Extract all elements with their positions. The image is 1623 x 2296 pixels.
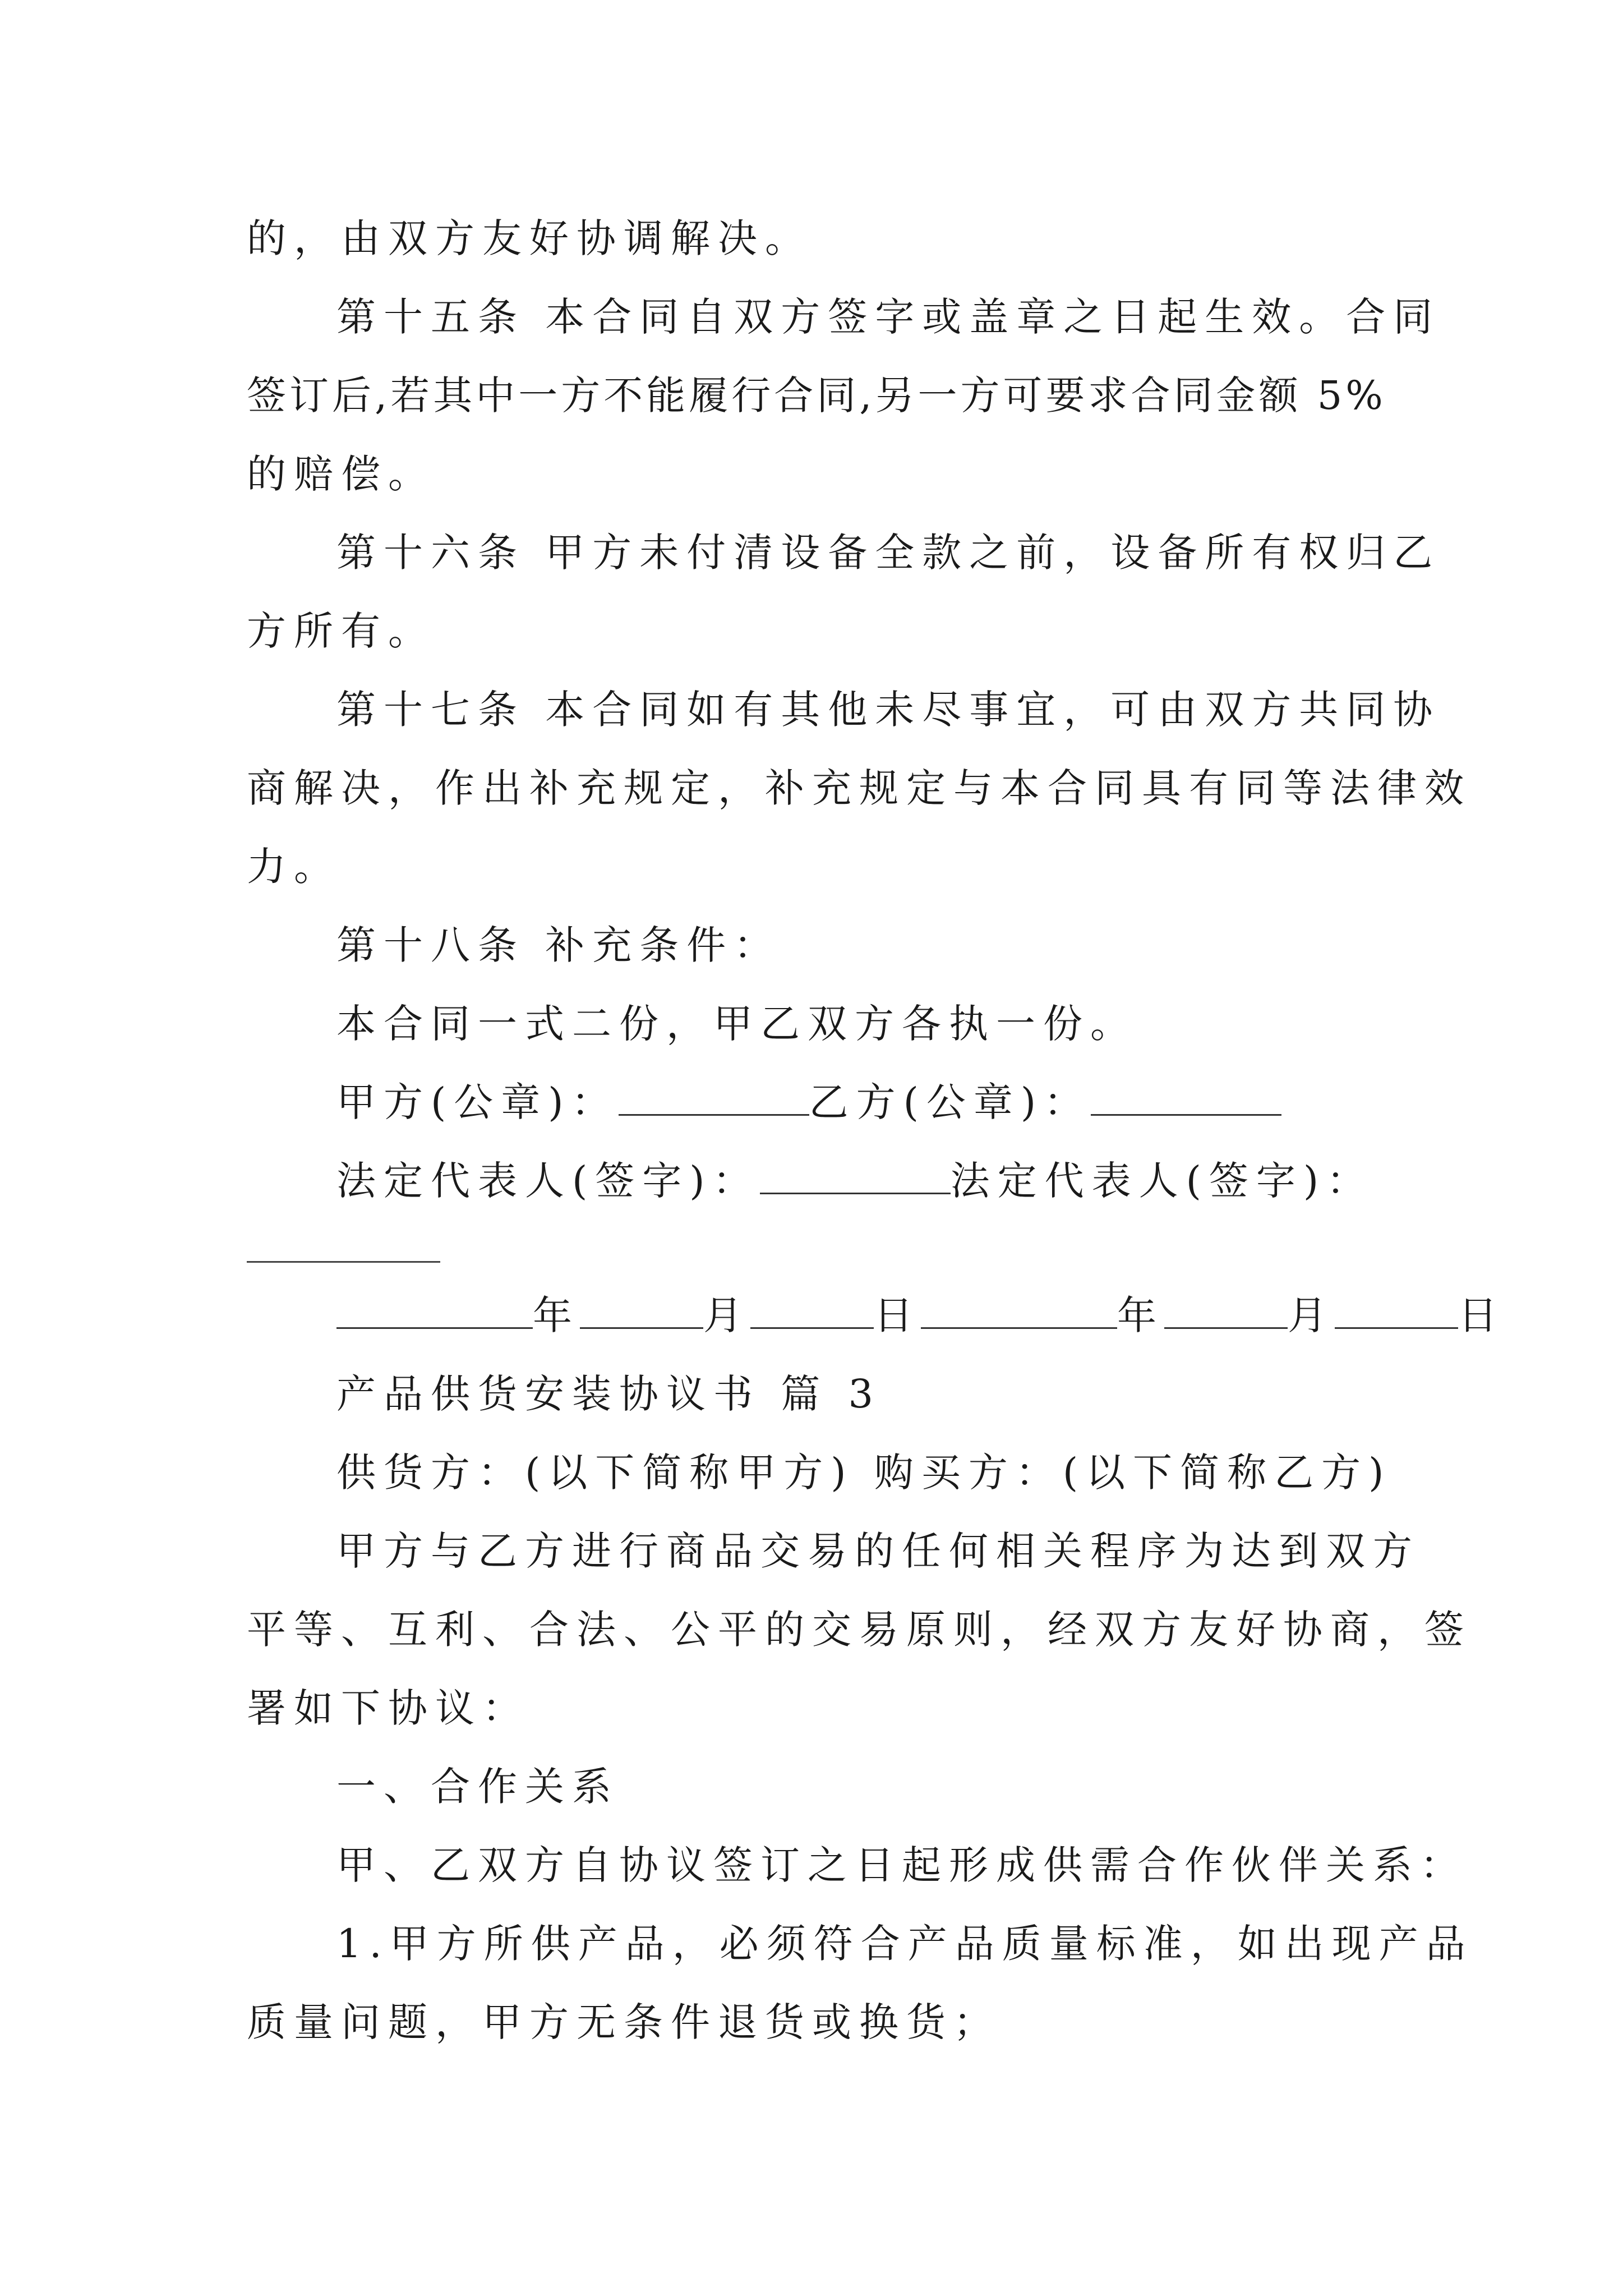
item-1-line-2: 质量问题，甲方无条件退货或换货； <box>247 1999 1000 2045</box>
rep-a-blank <box>760 1158 951 1194</box>
rep-b-label: 法定代表人(签字)： <box>950 1158 1374 1204</box>
article-15-line-1: 第十五条 本合同自双方签字或盖章之日起生效。合同 <box>336 294 1441 340</box>
day-a-blank <box>750 1292 874 1329</box>
article-17-line-1: 第十七条 本合同如有其他未尽事宜，可由双方共同协 <box>336 687 1441 733</box>
year-b-blank <box>921 1292 1117 1329</box>
item-1-line-1: 1.甲方所供产品，必须符合产品质量标准，如出现产品 <box>336 1921 1473 1967</box>
month-a-blank <box>580 1292 703 1329</box>
rep-a-label: 法定代表人(签字)： <box>336 1158 760 1204</box>
article-18-line: 第十八条 补充条件： <box>336 922 781 968</box>
article-15-line-3: 的赔偿。 <box>247 451 435 497</box>
party-b-seal-label: 乙方(公章)： <box>809 1079 1091 1125</box>
parties-line: 供货方：(以下简称甲方) 购买方：(以下简称乙方) <box>336 1450 1392 1496</box>
section-3-title: 产品供货安装协议书 篇 3 <box>336 1371 882 1417</box>
article-16-line-1: 第十六条 甲方未付清设备全款之前，设备所有权归乙 <box>336 530 1441 576</box>
representative-line <box>336 1156 1385 1206</box>
day-b-label: 日 <box>1458 1292 1505 1338</box>
article-15-line-2: 签订后,若其中一方不能履行合同,另一方可要求合同金额 5% <box>247 372 1386 418</box>
paragraph-line: 的，由双方友好协调解决。 <box>247 215 812 261</box>
article-16-line-2: 方所有。 <box>247 608 435 654</box>
article-17-line-3: 力。 <box>247 844 341 890</box>
year-a-blank <box>336 1292 533 1329</box>
party-b-seal-blank <box>1091 1079 1281 1116</box>
party-a-seal-label: 甲方(公章)： <box>336 1079 619 1125</box>
date-line <box>336 1290 1505 1341</box>
heading-cooperation: 一、合作关系 <box>336 1764 619 1810</box>
month-a-label: 月 <box>703 1292 750 1338</box>
intro-line-3: 署如下协议： <box>247 1685 529 1731</box>
seal-line <box>336 1077 1385 1128</box>
intro-line-2: 平等、互利、合法、公平的交易原则，经双方友好协商，签 <box>247 1607 1472 1653</box>
copies-line: 本合同一式二份，甲乙双方各执一份。 <box>336 1001 1137 1047</box>
month-b-blank <box>1164 1292 1288 1329</box>
month-b-label: 月 <box>1288 1292 1335 1338</box>
intro-line-1: 甲方与乙方进行商品交易的任何相关程序为达到双方 <box>336 1528 1420 1574</box>
year-a-label: 年 <box>533 1292 580 1338</box>
party-a-seal-blank <box>619 1079 809 1116</box>
rep-b-blank-wrapped <box>247 1261 440 1263</box>
day-b-blank <box>1335 1292 1458 1329</box>
article-17-line-2: 商解决，作出补充规定，补充规定与本合同具有同等法律效 <box>247 765 1472 811</box>
day-a-label: 日 <box>874 1292 921 1338</box>
clause-1-line: 甲、乙双方自协议签订之日起形成供需合作伙伴关系： <box>336 1842 1467 1888</box>
year-b-label: 年 <box>1117 1292 1164 1338</box>
